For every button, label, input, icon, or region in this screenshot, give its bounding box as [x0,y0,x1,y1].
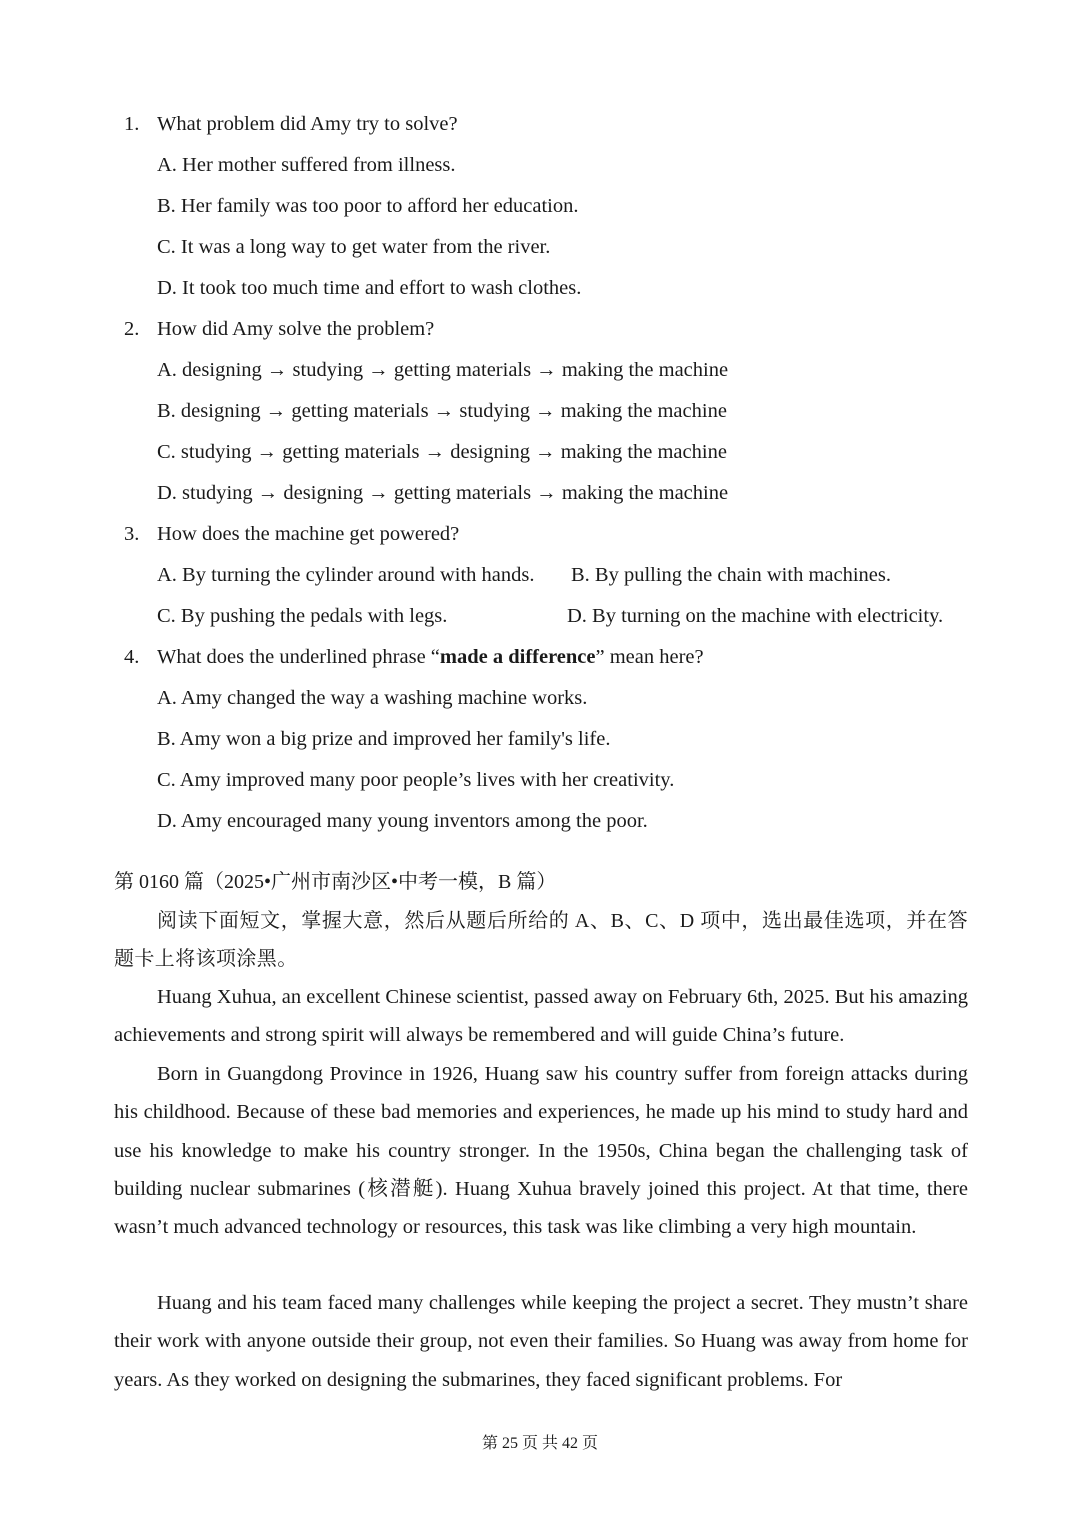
option-1c: C. It was a long way to get water from the river. [157,236,551,258]
section-instruction: 阅读下面短文，掌握大意，然后从题后所给的 A、B、C、D 项中，选出最佳选项，并在答题卡上将该项涂黑。 [114,910,968,970]
option-1d: D. It took too much time and effort to wash clothes. [157,277,582,299]
option-1b: B. Her family was too poor to afford her education. [157,195,579,217]
question-text: How did Amy solve the problem? [157,318,435,340]
option-4c: C. Amy improved many poor people’s lives with her creativity. [157,769,675,791]
passage-paragraph-3: Huang and his team faced many challenges while keeping the project a secret. They mustn’t share their work with anyone outside their group, not even their families. So Huang was away from home for years. As they worked on designing the submarines, they faced significant problems. For [114,1292,968,1391]
option-3d: D. By turning on the machine with electricity. [567,605,944,627]
option-1a: A. Her mother suffered from illness. [157,154,456,176]
passage-paragraph-1: Huang Xuhua, an excellent Chinese scientist, passed away on February 6th, 2025. But his amazing achievements and strong spirit will always be remembered and will guide China’s future. [114,986,968,1047]
option-4a: A. Amy changed the way a washing machine works. [157,687,588,709]
question-text-after: ” mean here? [595,646,704,668]
passage-paragraph-2: Born in Guangdong Province in 1926, Huang saw his country suffer from foreign attacks during his childhood. Because of these bad memories and experiences, he made up his mind to study hard and use his knowledge to make his country stronger. In the 1950s, China began the challenging task of building nuclear submarines (核潜艇). Huang Xuhua bravely joined this project. At that time, there wasn’t much advanced technology or resources, this task was like climbing a very high mountain. [114,1063,968,1239]
question-text-before: What does the underlined phrase “ [157,646,440,668]
question-text: How does the machine get powered? [157,523,460,545]
question-number: 4. [124,646,140,668]
option-4b: B. Amy won a big prize and improved her family's life. [157,728,611,750]
underlined-phrase: made a difference [439,646,596,668]
option-4d: D. Amy encouraged many young inventors among the poor. [157,810,648,832]
question-number: 3. [124,523,140,545]
option-3c: C. By pushing the pedals with legs. [157,605,448,627]
option-2c: C. studying → getting materials → designing → making the machine [157,441,727,463]
question-number: 1. [124,113,140,135]
option-2a: A. designing → studying → getting materials → making the machine [157,359,729,381]
option-3a: A. By turning the cylinder around with hands. [157,564,535,586]
option-3b: B. By pulling the chain with machines. [571,564,891,586]
option-2b: B. designing → getting materials → studying → making the machine [157,400,727,422]
section-title: 第 0160 篇（2025•广州市南沙区•中考一模，B 篇） [114,871,557,893]
question-number: 2. [124,318,140,340]
option-2d: D. studying → designing → getting materials → making the machine [157,482,729,504]
question-text [157,643,704,671]
page-footer: 第 25 页 共 42 页 [481,1435,598,1452]
question-text: What problem did Amy try to solve? [157,113,458,135]
